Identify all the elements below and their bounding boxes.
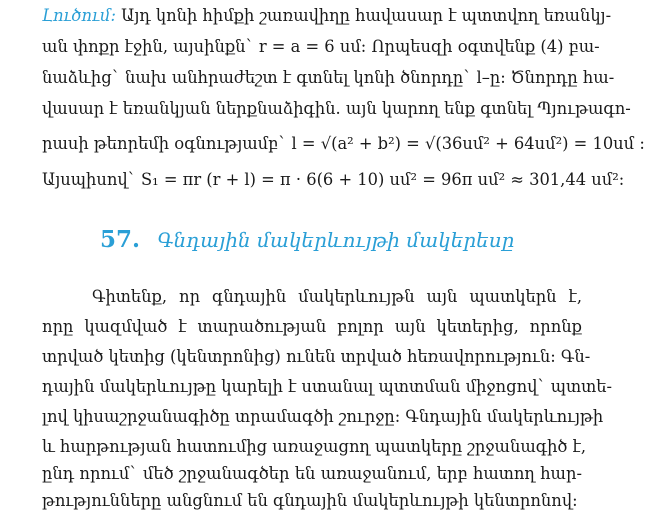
- solution-line-2: ան փոքր էջին, այսինքն` r = a = 6 սմ: Որպեսզի օգտվենք (4) բա-: [42, 37, 600, 56]
- body-line-2: որը կազմված է տարածության բոլոր այն կետերից, որոնք: [42, 317, 582, 336]
- solution-line-1-text: Այդ կոնի հիմքի շառավիղը հավասար է պտտվող եռանկյ-: [121, 6, 612, 25]
- section-title: Գնդային մակերևույթի մակերեսը: [157, 228, 515, 252]
- body-line-4: դային մակերևույթը կարելի է ստանալ պտտման միջոցով` պտտե-: [42, 377, 613, 396]
- body-line-7: ընդ որում` մեծ շրջանագծեր են առաջանում, երբ հատող հար-: [42, 464, 582, 483]
- section-number: 57.: [100, 226, 141, 253]
- body-line-8: թությունները անցնում են գնդային մակերևույթի կենտրոնով:: [42, 491, 578, 510]
- body-line-3: տրված կետից (կենտրոնից) ունեն տրված հեռավորություն: Գն-: [42, 347, 591, 366]
- solution-line-3: նաձևից` նախ անհրաժեշտ է գտնել կոնի ծնորդը` l–ը: Ծնորդը հա-: [42, 68, 615, 87]
- section-heading: [100, 226, 514, 253]
- solution-line-1: [42, 6, 612, 26]
- body-line-1: Գիտենք, որ գնդային մակերևույթն այն պատկերն է,: [92, 287, 582, 306]
- body-line-6: և հարթության հատումից առաջացող պատկերը շրջանագիծ է,: [42, 437, 587, 456]
- solution-line-5: րասի թեորեմի օգնությամբ` l = √(a² + b²) = √(36սմ² + 64սմ²) = 10սմ :: [42, 134, 645, 153]
- body-line-5: լով կիսաշրջանագիծը տրամագծի շուրջը: Գնդային մակերևույթի: [42, 407, 604, 426]
- solution-line-6: Այսպիսով` S₁ = πr (r + l) = π · 6(6 + 10) սմ² = 96π սմ² ≈ 301,44 սմ²:: [42, 170, 625, 189]
- solution-lead: Լուծում:: [42, 6, 116, 25]
- solution-line-4: վասար է եռանկյան ներքնաձիգին. այն կարող ենք գտնել Պյութագո-: [42, 99, 631, 118]
